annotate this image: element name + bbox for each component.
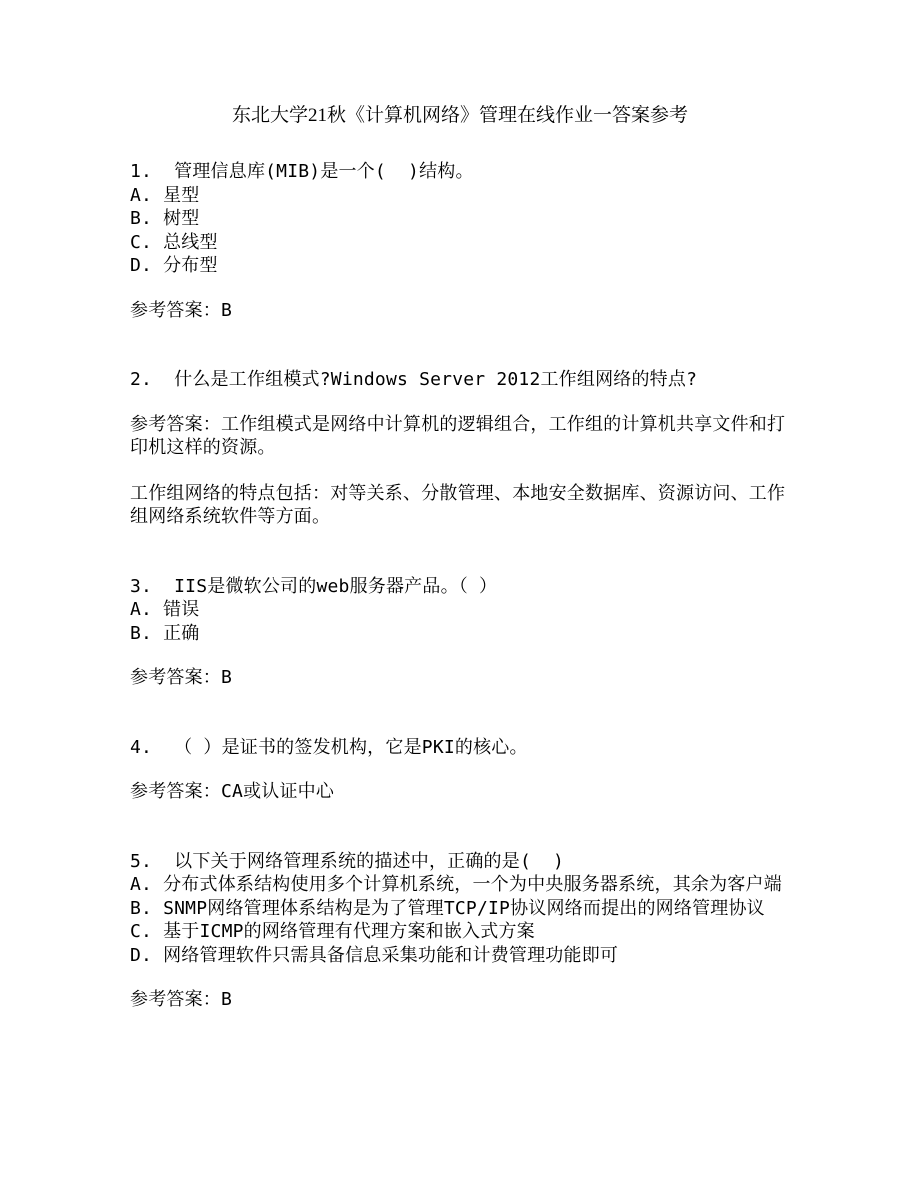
question-1-option-c: C. 总线型	[130, 231, 218, 253]
document-content	[130, 0, 790, 1012]
question-block-3	[130, 575, 790, 690]
question-1-option-a: A. 星型	[130, 184, 200, 206]
question-5-option-b: B. SNMP网络管理体系结构是为了管理TCP/IP协议网络而提出的网络管理协议	[130, 897, 765, 919]
question-5-option-a: A. 分布式体系结构使用多个计算机系统，一个为中央服务器系统，其余为客户端	[130, 874, 782, 895]
question-block-1	[130, 160, 790, 322]
question-2-answer-paragraph-2: 工作组网络的特点包括：对等关系、分散管理、本地安全数据库、资源访问、工作组网络系统软件等方面。	[130, 482, 786, 527]
question-2-answer-paragraph-1: 参考答案：工作组模式是网络中计算机的逻辑组合，工作组的计算机共享文件和打印机这样的资源。	[130, 413, 786, 458]
question-5-heading: 5. 以下关于网络管理系统的描述中，正确的是( )	[130, 850, 565, 872]
question-4-answer: 参考答案：CA或认证中心	[130, 781, 335, 802]
question-1-answer: 参考答案：B	[130, 299, 233, 321]
question-3-option-b: B. 正确	[130, 622, 200, 644]
question-5-option-d: D. 网络管理软件只需具备信息采集功能和计费管理功能即可	[130, 944, 619, 966]
question-4-heading: 4. （ ）是证书的签发机构，它是PKI的核心。	[130, 736, 528, 758]
question-1-heading: 1. 管理信息库(MIB)是一个( )结构。	[130, 161, 474, 182]
question-1-option-b: B. 树型	[130, 208, 200, 229]
document-title: 东北大学21秋《计算机网络》管理在线作业一答案参考	[231, 105, 688, 126]
question-5-answer: 参考答案：B	[130, 989, 233, 1010]
question-3-heading: 3. IIS是微软公司的web服务器产品。（ ）	[130, 575, 498, 597]
question-2-heading: 2. 什么是工作组模式?Windows Server 2012工作组网络的特点?	[130, 369, 698, 390]
question-3-option-a: A. 错误	[130, 599, 200, 620]
question-3-answer: 参考答案：B	[130, 667, 233, 688]
question-block-2	[130, 368, 790, 529]
question-5-option-c: C. 基于ICMP的网络管理有代理方案和嵌入式方案	[130, 921, 535, 942]
question-1-option-d: D. 分布型	[130, 255, 218, 276]
question-block-5	[130, 850, 790, 1012]
question-block-4	[130, 736, 790, 804]
